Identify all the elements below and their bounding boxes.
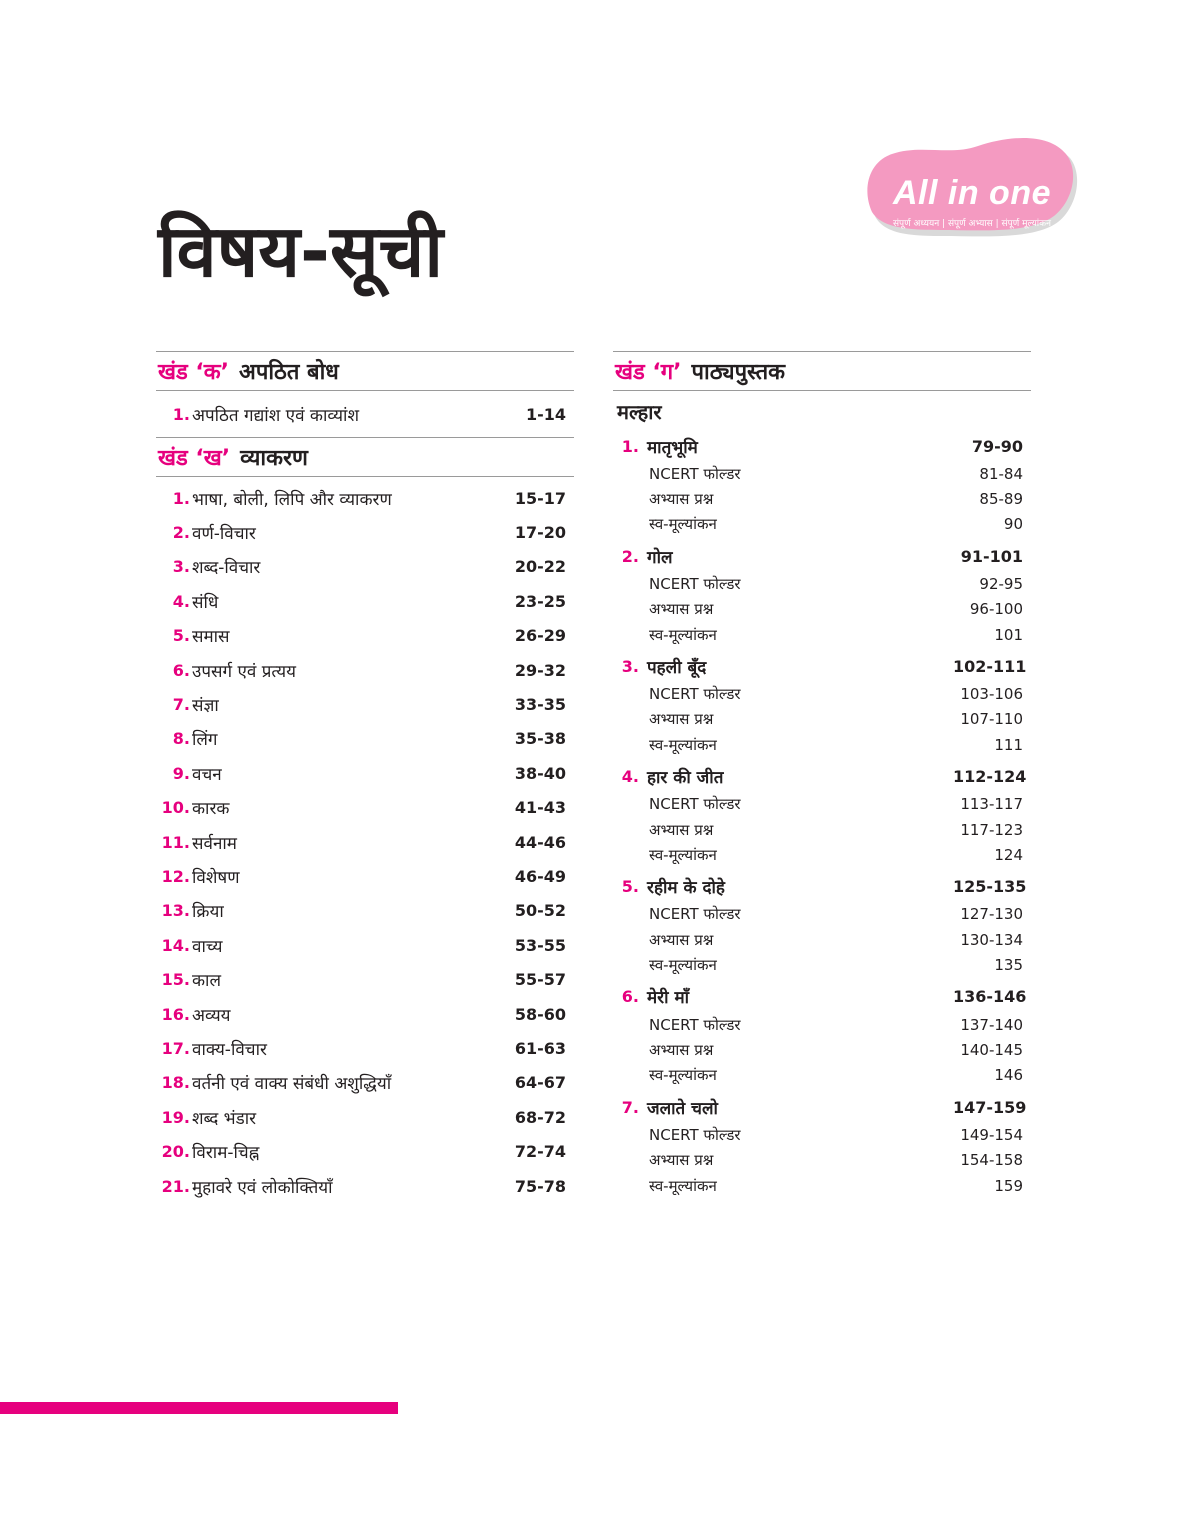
sub-entry-pages: 135 <box>994 956 1023 975</box>
entry-pages: 33-35 <box>514 695 566 715</box>
entry-title: अव्यय <box>192 1005 231 1026</box>
chapter-sub-entry[interactable] <box>613 486 1031 511</box>
entry-pages: 58-60 <box>514 1004 566 1024</box>
entry-title: संज्ञा <box>192 696 219 717</box>
entry-pages: 61-63 <box>514 1038 566 1058</box>
sub-entry-label: स्व-मूल्यांकन <box>649 735 717 754</box>
entry-title: लिंग <box>192 730 218 751</box>
section-c-chapters <box>613 431 1031 1198</box>
toc-entry[interactable] <box>156 515 574 549</box>
sub-entry-pages: 96-100 <box>969 600 1023 619</box>
entry-title: वर्ण-विचार <box>192 524 256 545</box>
sub-entry-pages: 85-89 <box>979 490 1023 509</box>
chapter-block <box>613 541 1031 647</box>
chapter-block <box>613 872 1031 978</box>
chapter-sub-entry[interactable] <box>613 1173 1031 1198</box>
entry-pages: 41-43 <box>514 798 566 818</box>
chapter-block <box>613 762 1031 868</box>
chapter-number: 2. <box>621 546 639 566</box>
brand-logo <box>862 136 1082 244</box>
entry-pages: 44-46 <box>514 832 566 852</box>
entry-title: कारक <box>192 799 230 820</box>
chapter-entry[interactable] <box>613 982 1031 1012</box>
toc-right-column <box>613 351 1031 1202</box>
chapter-number: 7. <box>621 1097 639 1117</box>
textbook-name: मल्हार <box>617 399 662 424</box>
chapter-block <box>613 431 1031 537</box>
toc-entry[interactable] <box>156 791 574 825</box>
entry-pages: 17-20 <box>514 523 566 543</box>
sub-entry-label: अभ्यास प्रश्न <box>649 1151 714 1170</box>
sub-entry-label: अभ्यास प्रश्न <box>649 710 714 729</box>
chapter-title: हार की जीत <box>647 768 724 789</box>
chapter-sub-entry[interactable] <box>613 902 1031 927</box>
entry-title: समास <box>192 627 230 648</box>
entry-number: 14. <box>161 935 190 955</box>
chapter-entry[interactable] <box>613 762 1031 792</box>
chapter-title: पहली बूँद <box>647 657 707 678</box>
entry-title: भाषा, बोली, लिपि और व्याकरण <box>192 489 392 510</box>
entry-title: वाच्य <box>192 936 223 957</box>
decorative-bar <box>0 1402 398 1414</box>
chapter-pages: 91-101 <box>960 546 1023 566</box>
toc-entry[interactable] <box>156 1066 574 1100</box>
entry-title: क्रिया <box>192 902 224 923</box>
chapter-block <box>613 982 1031 1088</box>
chapter-pages: 112-124 <box>953 767 1027 787</box>
sub-entry-label: अभ्यास प्रश्न <box>649 820 714 839</box>
chapter-title: रहीम के दोहे <box>647 878 725 899</box>
sub-entry-pages: 117-123 <box>960 820 1023 839</box>
entry-number: 6. <box>172 660 190 680</box>
sub-entry-pages: 146 <box>994 1066 1023 1085</box>
chapter-number: 3. <box>621 656 639 676</box>
entry-pages: 64-67 <box>514 1073 566 1093</box>
toc-entry[interactable] <box>156 1134 574 1168</box>
entry-number: 16. <box>161 1004 190 1024</box>
entry-title: सर्वनाम <box>192 833 237 854</box>
chapter-sub-entry[interactable] <box>613 512 1031 537</box>
sub-entry-label: NCERT फोल्डर <box>649 795 741 814</box>
entry-title: अपठित गद्यांश एवं काव्यांश <box>192 405 360 426</box>
entry-number: 15. <box>161 970 190 990</box>
toc-entry[interactable] <box>156 859 574 893</box>
sub-entry-pages: 92-95 <box>979 574 1023 593</box>
entry-number: 1. <box>172 488 190 508</box>
toc-entry[interactable] <box>156 894 574 928</box>
chapter-entry[interactable] <box>613 1092 1031 1122</box>
sub-entry-pages: 149-154 <box>960 1125 1023 1144</box>
chapter-sub-entry[interactable] <box>613 1012 1031 1037</box>
toc-entry[interactable] <box>156 391 574 437</box>
sub-entry-pages: 154-158 <box>960 1151 1023 1170</box>
toc-entry[interactable] <box>156 1031 574 1065</box>
chapter-pages: 79-90 <box>971 436 1023 456</box>
entry-number: 20. <box>161 1142 190 1162</box>
entry-number: 7. <box>172 695 190 715</box>
page-title: विषय-सूची <box>158 209 443 293</box>
chapter-sub-entry[interactable] <box>613 681 1031 706</box>
chapter-sub-entry[interactable] <box>613 927 1031 952</box>
sub-entry-label: NCERT फोल्डर <box>649 1015 741 1034</box>
section-heading-c <box>613 351 1031 391</box>
toc-entry[interactable] <box>156 1100 574 1134</box>
entry-number: 18. <box>161 1073 190 1093</box>
sub-entry-label: स्व-मूल्यांकन <box>649 956 717 975</box>
toc-entry[interactable] <box>156 619 574 653</box>
logo-wordmark: All in one <box>893 174 1051 212</box>
toc-entry[interactable] <box>156 550 574 584</box>
entry-pages: 26-29 <box>514 626 566 646</box>
chapter-sub-entry[interactable] <box>613 597 1031 622</box>
chapter-number: 1. <box>621 436 639 456</box>
toc-entry[interactable] <box>156 756 574 790</box>
entry-number: 8. <box>172 729 190 749</box>
entry-pages: 1-14 <box>525 404 566 424</box>
sub-entry-label: NCERT फोल्डर <box>649 574 741 593</box>
entry-pages: 68-72 <box>514 1107 566 1127</box>
chapter-block <box>613 651 1031 757</box>
chapter-block <box>613 1092 1031 1198</box>
entry-number: 12. <box>161 866 190 886</box>
toc-entry[interactable] <box>156 1169 574 1203</box>
chapter-sub-entry[interactable] <box>613 461 1031 486</box>
entry-pages: 15-17 <box>514 488 566 508</box>
chapter-pages: 102-111 <box>953 656 1027 676</box>
toc-left-column <box>156 351 574 1203</box>
entry-title: वाक्य-विचार <box>192 1039 267 1060</box>
chapter-sub-entry[interactable] <box>613 1147 1031 1172</box>
section-heading-b <box>156 437 574 477</box>
sub-entry-pages: 140-145 <box>960 1040 1023 1059</box>
chapter-sub-entry[interactable] <box>613 952 1031 977</box>
chapter-entry[interactable] <box>613 872 1031 902</box>
sub-entry-pages: 113-117 <box>960 795 1023 814</box>
entry-title: उपसर्ग एवं प्रत्यय <box>192 661 297 682</box>
entry-pages: 38-40 <box>514 763 566 783</box>
entry-title: वर्तनी एवं वाक्य संबंधी अशुद्धियाँ <box>192 1074 392 1095</box>
sub-entry-pages: 127-130 <box>960 905 1023 924</box>
entry-pages: 72-74 <box>514 1142 566 1162</box>
sub-entry-pages: 101 <box>994 625 1023 644</box>
sub-entry-label: स्व-मूल्यांकन <box>649 1176 717 1195</box>
entry-number: 2. <box>172 523 190 543</box>
toc-entry[interactable] <box>156 825 574 859</box>
sub-entry-label: अभ्यास प्रश्न <box>649 1040 714 1059</box>
section-title: पाठ्यपुस्तक <box>691 360 786 385</box>
chapter-entry[interactable] <box>613 541 1031 571</box>
sub-entry-pages: 81-84 <box>979 464 1023 483</box>
sub-entry-label: NCERT फोल्डर <box>649 464 741 483</box>
toc-entry[interactable] <box>156 653 574 687</box>
sub-entry-label: अभ्यास प्रश्न <box>649 490 714 509</box>
entry-title: विशेषण <box>192 867 240 888</box>
chapter-entry[interactable] <box>613 431 1031 461</box>
chapter-pages: 125-135 <box>953 877 1027 897</box>
sub-entry-pages: 103-106 <box>960 685 1023 704</box>
entry-pages: 29-32 <box>514 660 566 680</box>
sub-entry-pages: 107-110 <box>960 710 1023 729</box>
chapter-sub-entry[interactable] <box>613 792 1031 817</box>
entry-title: संधि <box>192 592 219 613</box>
chapter-title: मेरी माँ <box>647 988 690 1009</box>
entry-title: विराम-चिह्न <box>192 1143 260 1164</box>
entry-number: 1. <box>172 404 190 424</box>
chapter-sub-entry[interactable] <box>613 707 1031 732</box>
entry-pages: 23-25 <box>514 591 566 611</box>
section-key: खंड ‘ग’ <box>615 360 682 385</box>
section-title: व्याकरण <box>240 446 308 471</box>
chapter-title: मातृभूमि <box>647 437 698 458</box>
toc-entry[interactable] <box>156 928 574 962</box>
sub-entry-label: स्व-मूल्यांकन <box>649 625 717 644</box>
toc-entry[interactable] <box>156 997 574 1031</box>
chapter-title: जलाते चलो <box>647 1098 718 1119</box>
sub-entry-pages: 111 <box>994 735 1023 754</box>
chapter-number: 6. <box>621 987 639 1007</box>
chapter-sub-entry[interactable] <box>613 842 1031 867</box>
entry-pages: 55-57 <box>514 970 566 990</box>
toc-entry[interactable] <box>156 481 574 515</box>
toc-entry[interactable] <box>156 722 574 756</box>
sub-entry-label: NCERT फोल्डर <box>649 905 741 924</box>
entry-pages: 53-55 <box>514 935 566 955</box>
entry-title: शब्द-विचार <box>192 558 261 579</box>
entry-number: 10. <box>161 798 190 818</box>
sub-entry-pages: 137-140 <box>960 1015 1023 1034</box>
chapter-sub-entry[interactable] <box>613 1122 1031 1147</box>
chapter-entry[interactable] <box>613 651 1031 681</box>
sub-entry-pages: 159 <box>994 1176 1023 1195</box>
section-heading-a <box>156 351 574 391</box>
entry-pages: 20-22 <box>514 557 566 577</box>
chapter-number: 5. <box>621 877 639 897</box>
chapter-sub-entry[interactable] <box>613 732 1031 757</box>
entry-number: 17. <box>161 1038 190 1058</box>
chapter-sub-entry[interactable] <box>613 622 1031 647</box>
sub-entry-pages: 124 <box>994 845 1023 864</box>
entry-title: काल <box>192 971 221 992</box>
entry-number: 3. <box>172 557 190 577</box>
entry-title: मुहावरे एवं लोकोक्तियाँ <box>192 1177 333 1198</box>
sub-entry-label: अभ्यास प्रश्न <box>649 600 714 619</box>
entry-number: 11. <box>161 832 190 852</box>
entry-pages: 75-78 <box>514 1176 566 1196</box>
toc-entry[interactable] <box>156 584 574 618</box>
chapter-sub-entry[interactable] <box>613 571 1031 596</box>
entry-pages: 46-49 <box>514 866 566 886</box>
section-b-list <box>156 481 574 1203</box>
sub-entry-pages: 90 <box>1003 515 1023 534</box>
sub-entry-pages: 130-134 <box>960 930 1023 949</box>
toc-entry[interactable] <box>156 687 574 721</box>
logo-tagline: संपूर्ण अध्ययन | संपूर्ण अभ्यास | संपूर्ण मूल्यांकन <box>892 219 1052 229</box>
section-title: अपठित बोध <box>239 360 339 385</box>
chapter-number: 4. <box>621 767 639 787</box>
chapter-sub-entry[interactable] <box>613 1063 1031 1088</box>
chapter-pages: 147-159 <box>953 1097 1027 1117</box>
sub-entry-label: अभ्यास प्रश्न <box>649 930 714 949</box>
entry-pages: 50-52 <box>514 901 566 921</box>
entry-title: शब्द भंडार <box>192 1108 257 1129</box>
chapter-title: गोल <box>647 547 673 568</box>
entry-number: 19. <box>161 1107 190 1127</box>
section-key: खंड ‘क’ <box>158 360 230 385</box>
entry-number: 13. <box>161 901 190 921</box>
sub-entry-label: स्व-मूल्यांकन <box>649 845 717 864</box>
entry-pages: 35-38 <box>514 729 566 749</box>
sub-entry-label: स्व-मूल्यांकन <box>649 1066 717 1085</box>
sub-entry-label: स्व-मूल्यांकन <box>649 515 717 534</box>
entry-number: 5. <box>172 626 190 646</box>
entry-number: 4. <box>172 591 190 611</box>
section-a-list <box>156 391 574 437</box>
toc-entry[interactable] <box>156 962 574 996</box>
chapter-pages: 136-146 <box>953 987 1027 1007</box>
entry-number: 9. <box>172 763 190 783</box>
sub-entry-label: NCERT फोल्डर <box>649 685 741 704</box>
entry-number: 21. <box>161 1176 190 1196</box>
entry-title: वचन <box>192 764 222 785</box>
section-key: खंड ‘ख’ <box>158 446 231 471</box>
chapter-sub-entry[interactable] <box>613 817 1031 842</box>
chapter-sub-entry[interactable] <box>613 1037 1031 1062</box>
sub-entry-label: NCERT फोल्डर <box>649 1125 741 1144</box>
